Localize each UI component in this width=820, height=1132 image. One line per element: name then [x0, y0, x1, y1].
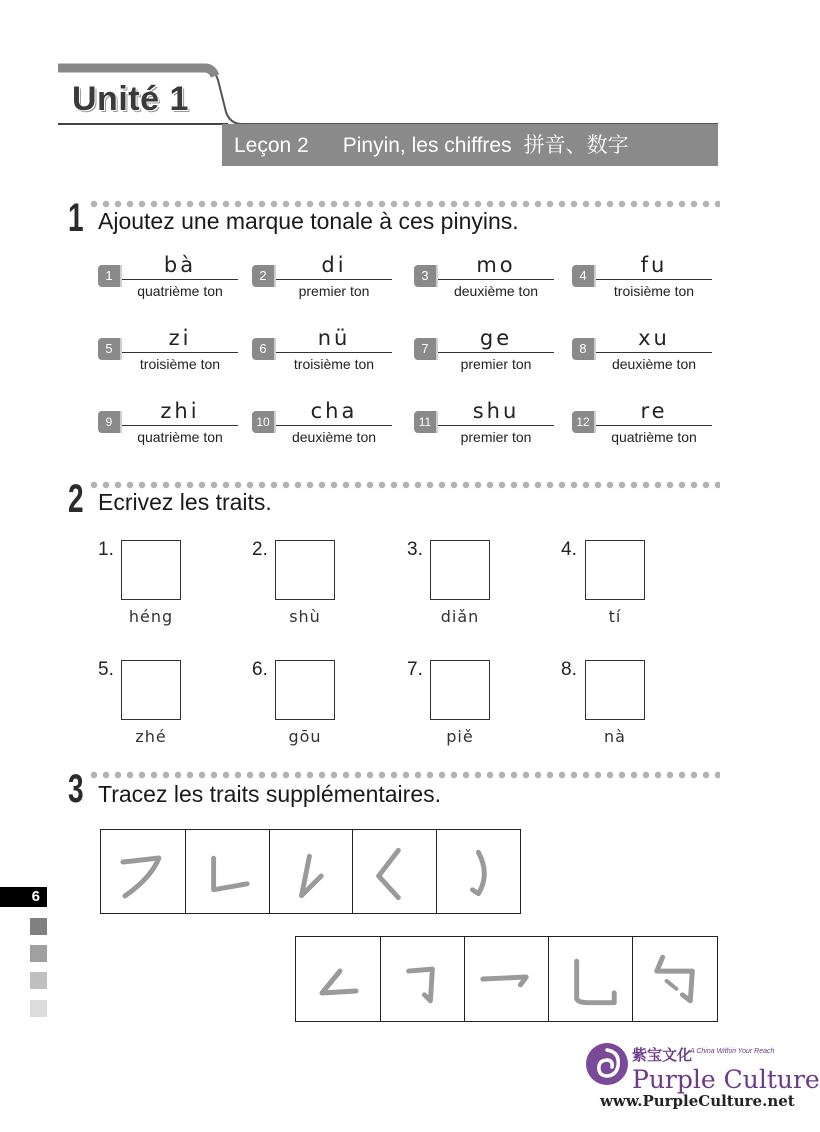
pinyin: mo: [476, 253, 516, 277]
answer-line[interactable]: [276, 279, 392, 280]
answer-line[interactable]: [596, 425, 712, 426]
pinyin: nü: [317, 326, 351, 350]
stroke-pinyin: piě: [446, 727, 474, 746]
shuwangou-stroke: [549, 937, 632, 1021]
page-tab-shade: [30, 972, 47, 989]
logo-url[interactable]: www.PurpleCulture.net: [600, 1092, 795, 1110]
hengzhegou-stroke: [381, 937, 464, 1021]
tone-label: deuxième ton: [453, 283, 539, 299]
lesson-label: Leçon 2: [234, 134, 309, 157]
tone-label: quatrième ton: [611, 429, 697, 445]
pinyin: ge: [479, 326, 513, 350]
stroke-pinyin: gōu: [288, 727, 322, 746]
stroke-box[interactable]: [121, 540, 181, 600]
stroke-number: 3.: [407, 539, 423, 560]
tone-item: [572, 326, 712, 370]
stroke-number: 6.: [252, 659, 268, 680]
trace-cell[interactable]: [380, 937, 464, 1021]
stroke-number: 2.: [252, 539, 268, 560]
page-number: 6: [0, 887, 47, 907]
henggou-stroke: [465, 937, 548, 1021]
shuti-stroke: [186, 830, 269, 914]
unit-title: Unité 1: [72, 80, 189, 118]
item-number: 5: [98, 338, 120, 360]
tone-label: troisième ton: [613, 283, 695, 299]
answer-line[interactable]: [438, 279, 554, 280]
tone-item: [98, 399, 238, 443]
tone-item: [414, 253, 554, 297]
logo-tagline: A China Within Your Reach: [690, 1048, 775, 1055]
pinyin: cha: [310, 399, 358, 423]
stroke-pinyin: héng: [128, 607, 174, 626]
pinyin: zi: [168, 326, 192, 350]
stroke-box[interactable]: [275, 660, 335, 720]
answer-line[interactable]: [276, 352, 392, 353]
stroke-pinyin: diǎn: [440, 607, 480, 626]
page-tab-shade: [30, 1000, 47, 1017]
trace-cell[interactable]: [269, 830, 353, 914]
section-number: 2: [68, 477, 84, 521]
pie-dian-stroke: [270, 830, 353, 914]
tone-label: premier ton: [460, 356, 532, 372]
stroke-number: 1.: [98, 539, 114, 560]
lesson-topic-zh: 拼音、数字: [523, 133, 629, 157]
stroke-pinyin: shù: [289, 607, 321, 626]
stroke-box[interactable]: [121, 660, 181, 720]
hengzhezhegou-stroke: [633, 937, 716, 1021]
pinyin: shu: [472, 399, 520, 423]
stroke-pinyin: nà: [604, 727, 626, 746]
answer-line[interactable]: [122, 279, 238, 280]
pinyin: re: [640, 399, 668, 423]
answer-line[interactable]: [596, 279, 712, 280]
trace-cell[interactable]: [352, 830, 436, 914]
tone-item: [572, 399, 712, 443]
item-number: 6: [252, 338, 274, 360]
stroke-number: 8.: [561, 659, 577, 680]
answer-line[interactable]: [122, 425, 238, 426]
trace-cell[interactable]: [548, 937, 632, 1021]
section-title: Tracez les traits supplémentaires.: [98, 781, 442, 807]
section-title: Ecrivez les traits.: [98, 489, 272, 515]
item-number: 4: [572, 265, 594, 287]
tone-label: deuxième ton: [611, 356, 697, 372]
piedian-stroke: [353, 830, 436, 914]
pinyin: zhi: [160, 399, 200, 423]
section-title: Ajoutez une marque tonale à ces pinyins.: [98, 208, 519, 234]
stroke-box[interactable]: [430, 540, 490, 600]
tone-item: [98, 253, 238, 297]
tone-label: premier ton: [298, 283, 370, 299]
pinyin: xu: [638, 326, 670, 350]
tone-item: [252, 399, 392, 443]
item-number: 7: [414, 338, 436, 360]
hengzhe-stroke: [101, 830, 185, 914]
item-number: 8: [572, 338, 594, 360]
answer-line[interactable]: [122, 352, 238, 353]
answer-line[interactable]: [438, 352, 554, 353]
tone-item: [572, 253, 712, 297]
item-number: 3: [414, 265, 436, 287]
tone-item: [414, 326, 554, 370]
stroke-grid-row-2: [295, 936, 718, 1022]
trace-cell[interactable]: [436, 830, 520, 914]
trace-cell[interactable]: [185, 830, 269, 914]
pinyin: fu: [640, 253, 668, 277]
item-number: 10: [252, 411, 274, 433]
pinyin: di: [321, 253, 347, 277]
tone-label: troisième ton: [293, 356, 375, 372]
answer-line[interactable]: [438, 425, 554, 426]
lesson-topic: Pinyin, les chiffres: [342, 134, 512, 157]
trace-cell[interactable]: [101, 830, 185, 914]
logo-wordmark: Purple Culture: [632, 1065, 820, 1094]
page-tab-shade: [30, 918, 47, 935]
piezhe-stroke: [296, 937, 380, 1021]
tone-label: premier ton: [460, 429, 532, 445]
item-number: 9: [98, 411, 120, 433]
answer-line[interactable]: [276, 425, 392, 426]
tone-item: [252, 253, 392, 297]
stroke-pinyin: tí: [608, 607, 622, 626]
tone-label: deuxième ton: [291, 429, 377, 445]
tone-item: [252, 326, 392, 370]
stroke-box[interactable]: [585, 660, 645, 720]
tone-label: troisième ton: [139, 356, 221, 372]
page-tab-shade: [30, 945, 47, 962]
section-number: 3: [68, 767, 84, 811]
wangou-stroke: [437, 830, 520, 914]
tone-item: [98, 326, 238, 370]
purple-culture-logo-icon: [584, 1040, 630, 1090]
section-number: 1: [68, 196, 84, 240]
trace-cell[interactable]: [296, 937, 380, 1021]
answer-line[interactable]: [596, 352, 712, 353]
stroke-number: 7.: [407, 659, 423, 680]
section-divider: [88, 481, 720, 489]
stroke-box[interactable]: [585, 540, 645, 600]
stroke-grid-row-1: [100, 829, 521, 914]
logo-chinese-name: 紫宝文化: [632, 1046, 693, 1064]
item-number: 2: [252, 265, 274, 287]
stroke-pinyin: zhé: [135, 727, 167, 746]
item-number: 12: [572, 411, 594, 433]
stroke-box[interactable]: [275, 540, 335, 600]
item-number: 11: [414, 411, 436, 433]
item-number: 1: [98, 265, 120, 287]
pinyin: bà: [163, 253, 197, 277]
trace-cell[interactable]: [632, 937, 716, 1021]
stroke-number: 5.: [98, 659, 114, 680]
section-divider: [88, 771, 720, 779]
tone-item: [414, 399, 554, 443]
lesson-banner: [222, 124, 718, 166]
tone-label: quatrième ton: [137, 429, 223, 445]
section-divider: [88, 200, 720, 208]
trace-cell[interactable]: [464, 937, 548, 1021]
tone-label: quatrième ton: [137, 283, 223, 299]
stroke-box[interactable]: [430, 660, 490, 720]
stroke-number: 4.: [561, 539, 577, 560]
